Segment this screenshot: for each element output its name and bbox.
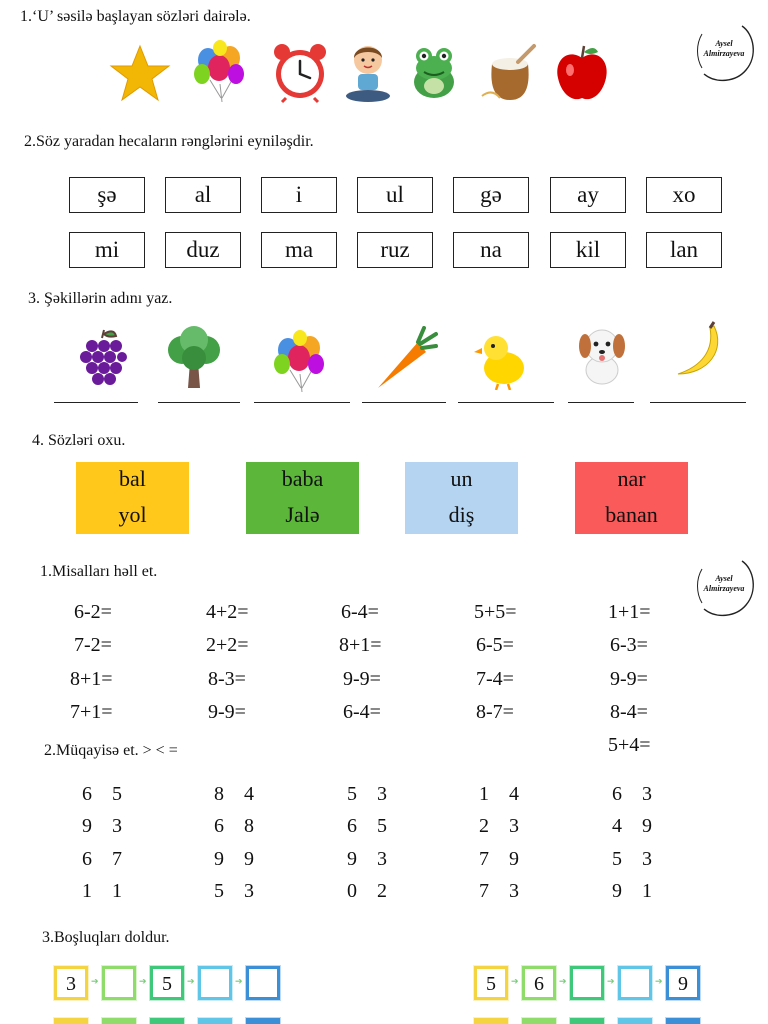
exercise[interactable]: 6-4=: [343, 701, 381, 723]
exercise[interactable]: 8+1=: [339, 634, 382, 656]
chain-box[interactable]: 3: [54, 966, 88, 1000]
card-word: diş: [448, 502, 475, 527]
answer-blank[interactable]: [254, 402, 350, 403]
flour-sack-icon[interactable]: [478, 40, 542, 104]
chain-box[interactable]: 6: [522, 966, 556, 1000]
arrow-right-icon: ➔: [559, 976, 567, 986]
author-logo: [692, 555, 756, 619]
chain-box[interactable]: 5: [474, 966, 508, 1000]
chain-box[interactable]: [618, 1018, 652, 1024]
syllable-box[interactable]: ruz: [357, 232, 433, 268]
section2-heading: 2.Söz yaradan hecaların rənglərini eyniləşdir.: [24, 133, 314, 150]
chick-icon: [470, 326, 534, 390]
logo-line1: Aysel: [715, 574, 733, 583]
answer-blank[interactable]: [158, 402, 240, 403]
tree-icon: [162, 326, 226, 390]
exercise[interactable]: 8+1=: [70, 668, 113, 690]
exercise[interactable]: 7-4=: [476, 668, 514, 690]
syllable-box[interactable]: duz: [165, 232, 241, 268]
chain-box[interactable]: [198, 966, 232, 1000]
card-word: banan: [605, 502, 658, 527]
section1-heading: 1.‘U’ səsilə başlayan sözləri dairələ.: [20, 8, 251, 25]
exercise[interactable]: 1+1=: [608, 601, 651, 623]
chain-box[interactable]: 5: [150, 966, 184, 1000]
chain-box[interactable]: [666, 1018, 700, 1024]
puppy-icon: [570, 322, 634, 386]
chain-box[interactable]: [246, 1018, 280, 1024]
exercise[interactable]: 9-9=: [610, 668, 648, 690]
chain-box[interactable]: [570, 966, 604, 1000]
answer-blank[interactable]: [568, 402, 634, 403]
card-word: nar: [617, 466, 646, 491]
syllable-box[interactable]: gə: [453, 177, 529, 213]
chain-box[interactable]: 9: [666, 966, 700, 1000]
balloons-icon: [268, 330, 332, 394]
chain-box[interactable]: [150, 1018, 184, 1024]
arrow-right-icon: ➔: [655, 976, 663, 986]
card-word: bal: [119, 466, 146, 491]
chain-box[interactable]: [198, 1018, 232, 1024]
word-card: [405, 462, 518, 534]
chain-box[interactable]: [474, 1018, 508, 1024]
compare-pair[interactable]: 9 1: [612, 880, 652, 902]
syllable-box[interactable]: kil: [550, 232, 626, 268]
answer-blank[interactable]: [650, 402, 746, 403]
syllable-box[interactable]: al: [165, 177, 241, 213]
exercise[interactable]: 8-4=: [610, 701, 648, 723]
syllable-box[interactable]: mi: [69, 232, 145, 268]
word-card: [76, 462, 189, 534]
compare-pair[interactable]: 1 1: [82, 880, 122, 902]
word-card: [575, 462, 688, 534]
compare-pair[interactable]: 7 9: [479, 848, 519, 870]
compare-pair[interactable]: 2 3: [479, 815, 519, 837]
banana-icon: [668, 320, 732, 384]
compare-pair[interactable]: 7 3: [479, 880, 519, 902]
section3-heading: 3. Şəkillərin adını yaz.: [28, 290, 173, 307]
compare-pair[interactable]: 9 3: [82, 815, 122, 837]
balloons-icon[interactable]: [188, 40, 252, 104]
logo-line1: Aysel: [715, 39, 733, 48]
compare-pair[interactable]: 8 4: [214, 783, 254, 805]
compare-pair[interactable]: 0 2: [347, 880, 387, 902]
exercise[interactable]: 6-2=: [74, 601, 112, 623]
compare-pair[interactable]: 6 8: [214, 815, 254, 837]
math1-heading: 1.Misalları həll et.: [40, 563, 158, 580]
chain-box[interactable]: [102, 966, 136, 1000]
math2-heading: 2.Müqayisə et. > < =: [44, 742, 178, 759]
exercise[interactable]: 6-4=: [341, 601, 379, 623]
arrow-right-icon: ➔: [187, 976, 195, 986]
compare-pair[interactable]: 6 3: [612, 783, 652, 805]
grapes-icon: [70, 326, 134, 390]
compare-pair[interactable]: 5 3: [214, 880, 254, 902]
arrow-right-icon: ➔: [511, 976, 519, 986]
compare-pair[interactable]: 6 5: [347, 815, 387, 837]
answer-blank[interactable]: [458, 402, 554, 403]
chain-box[interactable]: [54, 1018, 88, 1024]
arrow-right-icon: ➔: [235, 976, 243, 986]
logo-line2: Almirzayeva: [703, 584, 745, 593]
arrow-right-icon: ➔: [139, 976, 147, 986]
compare-pair[interactable]: 6 5: [82, 783, 122, 805]
exercise[interactable]: 2+2=: [206, 634, 249, 656]
chain-box[interactable]: [246, 966, 280, 1000]
chain-box[interactable]: [522, 1018, 556, 1024]
card-word: baba: [281, 466, 324, 491]
answer-blank[interactable]: [54, 402, 138, 403]
carrot-icon: [374, 326, 438, 390]
card-word: yol: [118, 502, 147, 527]
exercise[interactable]: 8-3=: [208, 668, 246, 690]
compare-pair[interactable]: 1 4: [479, 783, 519, 805]
star-icon[interactable]: [108, 42, 172, 106]
exercise[interactable]: 5+5=: [474, 601, 517, 623]
apple-icon[interactable]: [550, 42, 614, 106]
compare-pair[interactable]: 9 3: [347, 848, 387, 870]
syllable-box[interactable]: lan: [646, 232, 722, 268]
syllable-box[interactable]: ma: [261, 232, 337, 268]
compare-pair[interactable]: 6 7: [82, 848, 122, 870]
exercise[interactable]: 6-5=: [476, 634, 514, 656]
compare-pair[interactable]: 5 3: [612, 848, 652, 870]
math3-heading: 3.Boşluqları doldur.: [42, 929, 170, 946]
exercise[interactable]: 9-9=: [208, 701, 246, 723]
card-word: Jalə: [285, 502, 320, 527]
compare-pair[interactable]: 5 3: [347, 783, 387, 805]
exercise[interactable]: 9-9=: [343, 668, 381, 690]
chain-box[interactable]: [618, 966, 652, 1000]
exercise[interactable]: 7+1=: [70, 701, 113, 723]
syllable-box[interactable]: ay: [550, 177, 626, 213]
author-logo: [692, 20, 756, 84]
chain-box[interactable]: [570, 1018, 604, 1024]
logo-line2: Almirzayeva: [703, 49, 745, 58]
exercise[interactable]: 5+4=: [608, 734, 651, 756]
compare-pair[interactable]: 9 9: [214, 848, 254, 870]
child-icon[interactable]: [336, 40, 400, 104]
arrow-right-icon: ➔: [91, 976, 99, 986]
arrow-right-icon: ➔: [607, 976, 615, 986]
syllable-box[interactable]: na: [453, 232, 529, 268]
frog-icon[interactable]: [402, 40, 466, 104]
word-card: [246, 462, 359, 534]
syllable-box[interactable]: şə: [69, 177, 145, 213]
syllable-box[interactable]: ul: [357, 177, 433, 213]
exercise[interactable]: 6-3=: [610, 634, 648, 656]
exercise[interactable]: 4+2=: [206, 601, 249, 623]
syllable-box[interactable]: i: [261, 177, 337, 213]
card-word: un: [450, 466, 473, 491]
exercise[interactable]: 7-2=: [74, 634, 112, 656]
chain-box[interactable]: [102, 1018, 136, 1024]
exercise[interactable]: 8-7=: [476, 701, 514, 723]
alarm-clock-icon[interactable]: [268, 40, 332, 104]
syllable-box[interactable]: xo: [646, 177, 722, 213]
compare-pair[interactable]: 4 9: [612, 815, 652, 837]
answer-blank[interactable]: [362, 402, 446, 403]
section4-heading: 4. Sözləri oxu.: [32, 432, 126, 449]
